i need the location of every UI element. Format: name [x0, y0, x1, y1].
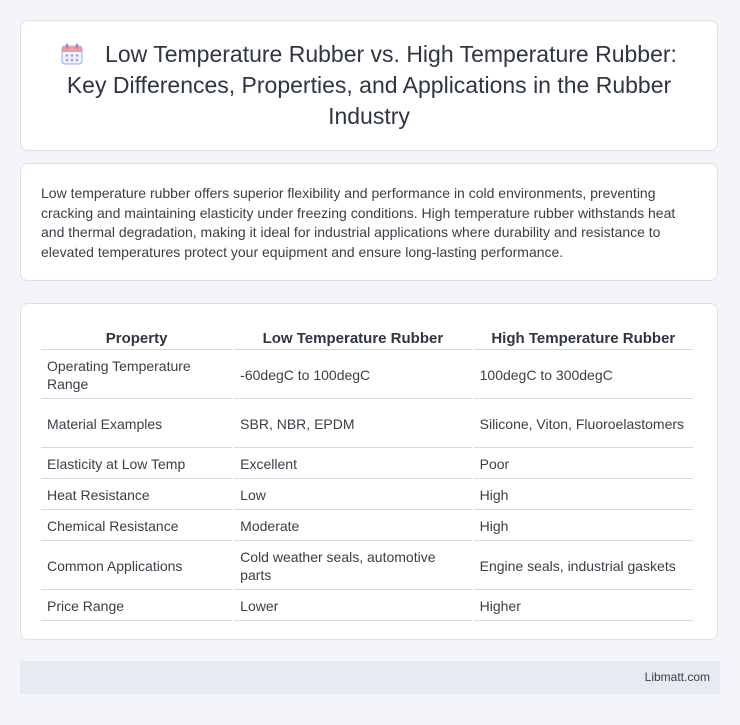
table-cell: High: [474, 512, 693, 541]
table-row: [41, 543, 693, 590]
intro-card: [20, 163, 718, 281]
table-cell: Higher: [474, 592, 693, 621]
table-cell: Cold weather seals, automotive parts: [234, 543, 471, 590]
table-cell: High: [474, 481, 693, 510]
calendar-icon: [61, 43, 83, 65]
table-cell: Engine seals, industrial gaskets: [474, 543, 693, 590]
table-row: [41, 401, 693, 448]
table-row: [41, 450, 693, 479]
table-cell: Operating Temperature Range: [41, 352, 232, 399]
table-cell: SBR, NBR, EPDM: [234, 401, 471, 448]
table-header-row: [41, 326, 693, 350]
table-cell: Heat Resistance: [41, 481, 232, 510]
table-cell: Chemical Resistance: [41, 512, 232, 541]
footer-brand-link[interactable]: Libmatt.com: [644, 670, 710, 684]
table-row: [41, 592, 693, 621]
table-cell: Excellent: [234, 450, 471, 479]
table-cell: Price Range: [41, 592, 232, 621]
footer: [20, 661, 720, 694]
comparison-table-card: [20, 303, 718, 640]
table-cell: 100degC to 300degC: [474, 352, 693, 399]
table-cell: Elasticity at Low Temp: [41, 450, 232, 479]
table-cell: Moderate: [234, 512, 471, 541]
table-row: [41, 481, 693, 510]
column-header-property: Property: [41, 326, 232, 350]
page-title-text: Low Temperature Rubber vs. High Temperature Rubber: Key Differences, Properties, and Applications in the Rubber Industry: [66, 41, 677, 129]
intro-paragraph: Low temperature rubber offers superior flexibility and performance in cold environments, preventing cracking and maintaining elasticity under freezing conditions. High temperature rubber withstands heat and thermal degradation, making it ideal for industrial applications where durability and resistance to elevated temperatures protect your equipment and ensure long-lasting performance.: [41, 185, 676, 260]
comparison-table: [39, 324, 695, 623]
column-header-low-temp: Low Temperature Rubber: [234, 326, 471, 350]
column-header-high-temp: High Temperature Rubber: [474, 326, 693, 350]
page-title: [51, 39, 687, 132]
table-cell: Common Applications: [41, 543, 232, 590]
table-cell: Low: [234, 481, 471, 510]
table-cell: Silicone, Viton, Fluoroelastomers: [474, 401, 693, 448]
table-row: [41, 512, 693, 541]
table-cell: -60degC to 100degC: [234, 352, 471, 399]
table-cell: Lower: [234, 592, 471, 621]
title-card: [20, 20, 718, 151]
table-cell: Poor: [474, 450, 693, 479]
table-cell: Material Examples: [41, 401, 232, 448]
table-row: [41, 352, 693, 399]
